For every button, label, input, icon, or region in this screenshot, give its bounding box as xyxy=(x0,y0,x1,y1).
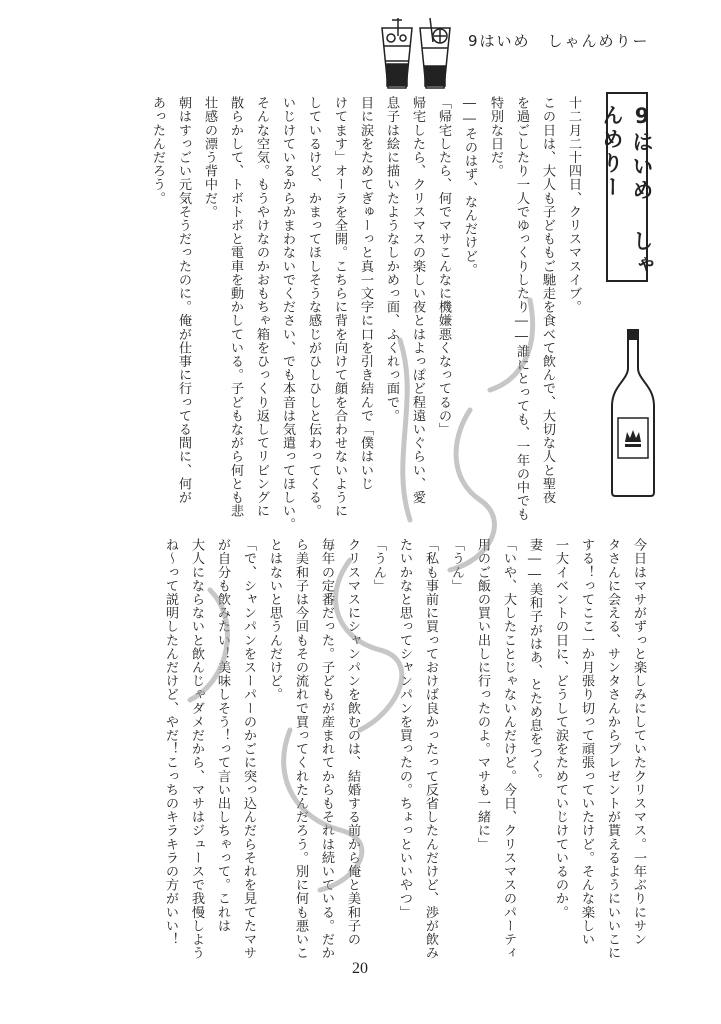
text-column: ら美和子は今回もその流れで買ってくれたんだろう。別に何も悪いこ xyxy=(293,538,308,960)
text-column: 「うん」 xyxy=(449,538,464,593)
text-column: とはないと思うんだけど。 xyxy=(267,538,282,702)
text-column: 目に涙をためてぎゅーっと真一文字に口を引き結んで「僕はいじ xyxy=(358,96,373,491)
text-column: 「うん」 xyxy=(371,538,386,593)
text-column: しているけど、かまってほしそうな感じがひしひしと伝わってくる。 xyxy=(306,96,321,518)
text-column: 散らかして、トボトボと電車を動かしている。子どもながら何とも悲 xyxy=(228,96,243,518)
running-title: 9はいめ しゃんめりー xyxy=(468,32,650,50)
text-column: 用のご飯の買い出しに行ったのよ。マサも一緒に」 xyxy=(475,538,490,851)
text-column: 妻――美和子がはあ、とため息をつく。 xyxy=(527,538,542,787)
text-column: を過ごしたり一人でゆっくりしたり――誰にとっても、一年の中でも xyxy=(514,96,529,522)
text-column: タさんに会える、サンタさんからプレゼントが貰えるようにいいこに xyxy=(605,538,620,960)
text-column: 朝はすっごい元気そうだったのに。俺が仕事に行ってる間に、何が xyxy=(176,96,191,504)
text-column: たいかなと思ってシャンパンを買ったの。ちょっといいやつ」 xyxy=(397,538,412,919)
text-column: 「帰宅したら、何でマサこんなに機嫌悪くなってるの」 xyxy=(436,96,451,436)
text-column: クリスマスにシャンパンを飲むのは、結婚する前から俺と美和子の xyxy=(345,538,360,946)
chapter-title: 9はいめ しゃんめりー xyxy=(600,104,654,278)
text-column: そんな空気。もうやけなのかおもちゃ箱をひっくり返してリビングに xyxy=(254,96,269,518)
text-column: 一大イベントの日に、どうして涙をためていじけているのか。 xyxy=(553,538,568,919)
text-column: が自分も飲みたい！美味しそう！って言い出しちゃって。これは xyxy=(215,538,230,933)
text-column: 「私も事前に買っておけば良かったって反省したんだけど、渉が飲み xyxy=(423,538,438,960)
cocktail-glass-icon xyxy=(382,18,412,88)
text-column: ね～って説明したんだけど、やだ！こっちのキラキラの方がいい！ xyxy=(163,538,178,946)
text-column: 息子は絵に描いたようなしかめっ面、ふくれっ面で。 xyxy=(384,96,399,423)
text-column: いじけているからかまわないでください、でも本音は気遣ってほしい。 xyxy=(280,96,295,532)
text-column: 帰宅したら、クリスマスの楽しい夜とはよっぽど程遠いぐらい、愛 xyxy=(410,96,425,504)
text-column: あったんだろう。 xyxy=(150,96,165,205)
text-column: ――そのはず、なんだけど。 xyxy=(462,96,477,277)
page-number: 20 xyxy=(352,960,368,977)
text-column: 「いや、大したことじゃないんだけど。今日、クリスマスのパーティ xyxy=(501,538,516,960)
text-column: 壮感の漂う背中だ。 xyxy=(202,96,217,219)
cocktail-glasses-icon xyxy=(378,16,458,96)
text-column: 「で、シャンパンをスーパーのかごに突っ込んだらそれを見てたマサ xyxy=(241,538,256,960)
text-column: 特別な日だ。 xyxy=(488,96,503,178)
text-column: 十二月二十四日、クリスマスイブ。 xyxy=(566,96,581,314)
text-column: する！ってここ一か月張り切って頑張っていたけど。そんな楽しい xyxy=(579,538,594,946)
text-column: 今日はマサがずっと楽しみにしていたクリスマス。一年ぶりにサン xyxy=(631,538,646,946)
cocktail-glass-icon xyxy=(420,18,450,88)
bottle-icon xyxy=(608,328,658,498)
bottom-text-block xyxy=(162,538,646,960)
top-text-block xyxy=(149,96,581,532)
page-header xyxy=(378,16,698,96)
text-column: この日は、大人も子どももご馳走を食べて飲んで、大切な人と聖夜 xyxy=(540,96,555,504)
text-column: けてます」オーラを全開。こちらに背を向けて顔を合わせないように xyxy=(332,96,347,518)
text-column: 大人にならないと飲んじゃダメだから、マサはジュースで我慢しよう xyxy=(189,538,204,960)
chapter-title-box xyxy=(600,92,654,282)
text-column: 毎年の定番だった。子どもが産まれてからもそれは続いている。だか xyxy=(319,538,334,960)
